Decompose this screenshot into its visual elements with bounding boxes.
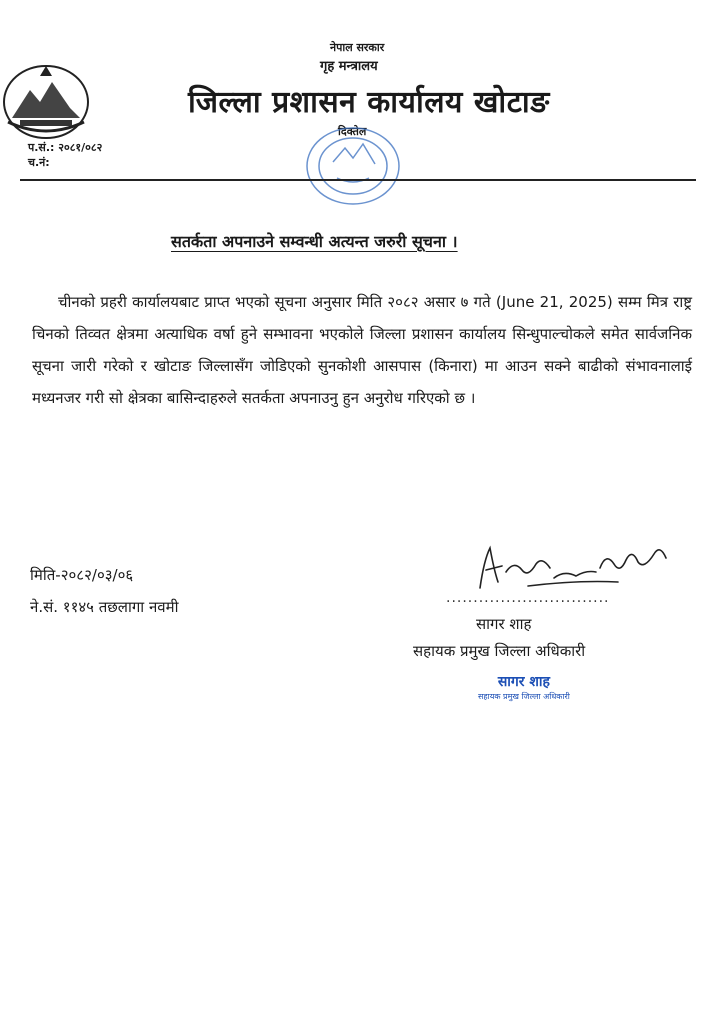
header-divider: [20, 179, 696, 181]
name-stamp: [478, 672, 570, 702]
nepal-emblem-icon: [0, 56, 92, 142]
dispatch-number: च.नं:: [28, 156, 50, 169]
government-label: नेपाल सरकार: [330, 41, 385, 54]
date-bs: मिति-२०८२/०३/०६: [30, 566, 134, 584]
office-title: जिल्ला प्रशासन कार्यालय खोटाङ: [188, 85, 550, 120]
signatory-title: सहायक प्रमुख जिल्ला अधिकारी: [413, 642, 586, 660]
date-nepal-sambat: ने.सं. ११४५ तछलागा नवमी: [30, 598, 179, 616]
ministry-label: गृह मन्त्रालय: [320, 59, 378, 74]
stamp-title: सहायक प्रमुख जिल्ला अधिकारी: [478, 692, 570, 701]
signatory-name: सागर शाह: [476, 615, 532, 633]
signature-line: ..............................: [446, 590, 610, 606]
reference-block: [28, 140, 102, 170]
place-label: दिक्तेल: [338, 125, 367, 138]
notice-subject: सतर्कता अपनाउने सम्वन्धी अत्यन्त जरुरी सूचना ।: [171, 232, 458, 251]
handwritten-signature-icon: [468, 530, 678, 596]
office-seal-stamp-icon: [303, 122, 413, 208]
notice-body: चीनको प्रहरी कार्यालयबाट प्राप्त भएको सूचना अनुसार मिति २०८२ असार ७ गते (June 21, 2025) सम्म मित्र राष्ट्र चिनको तिव्वत क्षेत्रमा अत्याधिक वर्षा हुने सम्भावना भएकोले जिल्ला प्रशासन कार्यालय सिन्धुपाल्चोकले समेत सार्वजनिक सूचना जारी गरेको र खोटाङ जिल्लासँग जोडिएको सुनकोशी आसपास (किनारा) मा आउन सक्ने बाढीको संभावनालाई मध्यनजर गरी सो क्षेत्रका बासिन्दाहरुले सतर्कता अपनाउनु हुन अनुरोध गरिएको छ ।: [32, 293, 692, 407]
ref-number: प.सं.: २०८१/०८२: [28, 141, 103, 154]
stamp-name: सागर शाह: [497, 674, 550, 690]
